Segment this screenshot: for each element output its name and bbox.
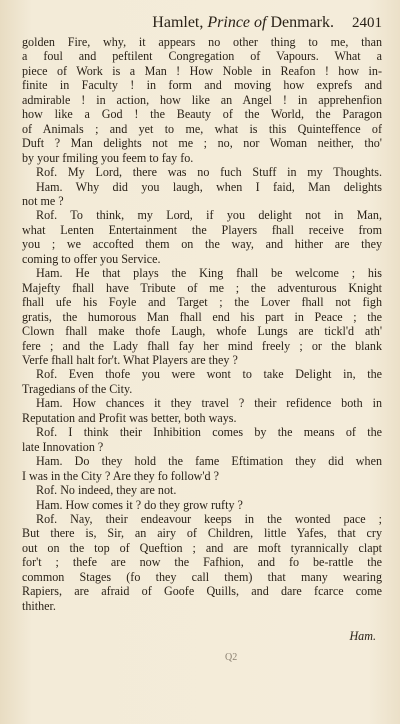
text-line: Duft ? Man delights not me ; no, nor Woman neither, tho' <box>22 136 382 151</box>
text-line: common Stages (fo they call them) that many wearing <box>22 569 382 584</box>
text-line: Ham. How comes it ? do they grow rufty ? <box>36 497 243 512</box>
text-line: Verfe fhall halt for't. What Players are they ? <box>22 352 238 367</box>
running-header <box>22 14 382 32</box>
text-line: Rof. To think, my Lord, if you delight not in Man, <box>36 208 382 223</box>
signature-mark: Q2 <box>225 652 238 663</box>
page-number: 2401 <box>352 15 382 31</box>
text-line: golden Fire, why, it appears no other thing to me, than <box>22 35 382 49</box>
text-line: Ham. Why did you laugh, when I faid, Man delights <box>36 179 382 194</box>
text-line: coming to offer you Service. <box>22 251 161 266</box>
text-line: finite in Faculty ! in form and moving how exprefs and <box>22 78 382 93</box>
text-line: But there is, Sir, an airy of Children, little Yafes, that cry <box>22 526 382 541</box>
text-line: Ham. He that plays the King fhall be welcome ; his <box>36 266 382 281</box>
text-line: Rapiers, are afraid of Goofe Quills, and dare fcarce come <box>22 584 382 599</box>
text-line: Rof. No indeed, they are not. <box>36 483 177 498</box>
page-text <box>22 35 382 613</box>
text-line: Rof. Even thofe you were wont to take Delight in, the <box>36 367 382 382</box>
text-line: not me ? <box>22 193 64 208</box>
text-line: fere ; and the Lady fhall fay her mind freely ; or the blank <box>22 338 382 353</box>
text-line: late Innovation ? <box>22 439 104 454</box>
text-line: by your fmiling you feem to fay fo. <box>22 150 194 165</box>
text-line: I was in the City ? Are they fo follow'd ? <box>22 468 219 483</box>
text-line: Reputation and Profit was better, both ways. <box>22 410 237 425</box>
text-line: Tragedians of the City. <box>22 381 133 396</box>
text-line: piece of Work is a Man ! How Noble in Reafon ! how in- <box>22 63 382 78</box>
text-line: Clown fhall make thofe Laugh, whofe Lungs are tickl'd ath' <box>22 324 382 339</box>
text-line: gratis, the humorous Man fhall end his part in Peace ; the <box>22 309 382 324</box>
text-line: you ; we accofted them on the way, and hither are they <box>22 237 382 252</box>
text-line: how like a God ! the Beauty of the World, the Paragon <box>22 107 382 122</box>
catchword: Ham. <box>349 629 376 644</box>
text-line: a foul and peftilent Congregation of Vapours. What a <box>22 49 382 64</box>
running-title: Hamlet, Prince of Denmark. <box>152 14 334 31</box>
text-line: fhall ufe his Foyle and Target ; the Lover fhall not figh <box>22 295 382 310</box>
text-line: Rof. Nay, their endeavour keeps in the wonted pace ; <box>36 511 382 526</box>
text-line: admirable ! in action, how like an Angel ! in apprehenfion <box>22 92 382 107</box>
text-line: Ham. How chances it they travel ? their refidence both in <box>36 396 382 411</box>
text-line: for't ; thefe are now the Fafhion, and fo be-rattle the <box>22 555 382 570</box>
text-line: what Lenten Entertainment the Players fhall receive from <box>22 222 382 237</box>
text-line: Rof. My Lord, there was no fuch Stuff in my Thoughts. <box>36 165 382 180</box>
text-line: Majefty fhall have Tribute of me ; the adventurous Knight <box>22 280 382 295</box>
text-line: Ham. Do they hold the fame Eftimation they did when <box>36 454 382 469</box>
text-line: out on the top of Queftion ; and are moft tyrannically clapt <box>22 540 382 555</box>
text-line: of Animals ; and yet to me, what is this Quinteffence of <box>22 121 382 136</box>
text-line: Rof. I think their Inhibition comes by the means of the <box>36 425 382 440</box>
text-line: thither. <box>22 598 56 613</box>
